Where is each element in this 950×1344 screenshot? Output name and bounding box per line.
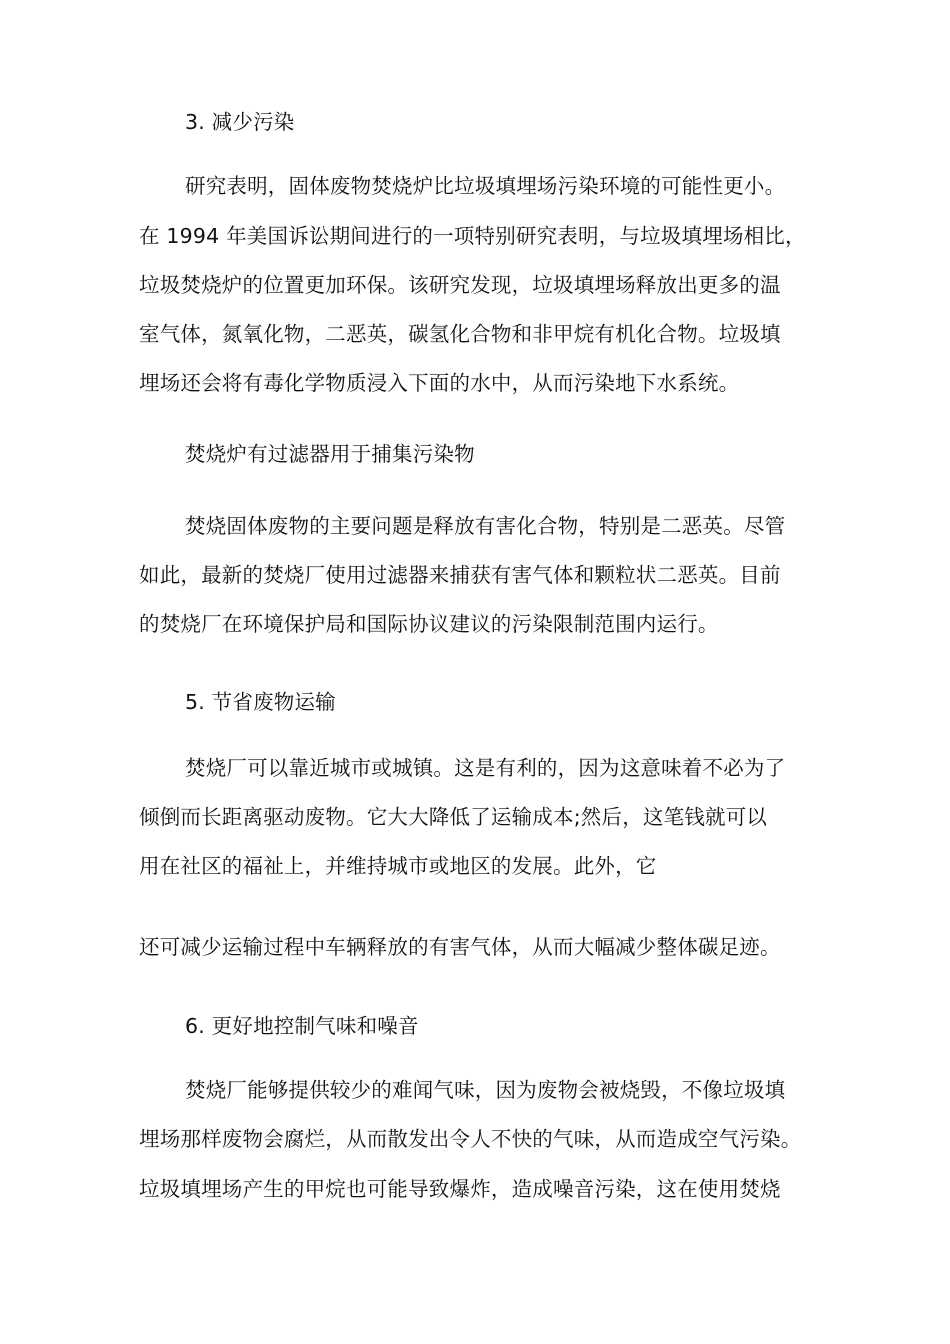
paragraph-line: 如此，最新的焚烧厂使用过滤器来捕获有害气体和颗粒状二恶英。目前	[139, 563, 781, 587]
paragraph-line: 埋场那样废物会腐烂，从而散发出令人不快的气味，从而造成空气污染。	[139, 1127, 802, 1151]
heading-reduce-pollution: 3. 减少污染	[185, 110, 295, 134]
heading-odor-noise: 6. 更好地控制气味和噪音	[185, 1014, 419, 1038]
paragraph-line: 焚烧固体废物的主要问题是释放有害化合物，特别是二恶英。尽管	[185, 514, 786, 538]
subheading-filters: 焚烧炉有过滤器用于捕集污染物	[185, 442, 475, 466]
paragraph-line: 的焚烧厂在环境保护局和国际协议建议的污染限制范围内运行。	[139, 612, 719, 636]
paragraph-line: 焚烧厂能够提供较少的难闻气味，因为废物会被烧毁，不像垃圾填	[185, 1078, 786, 1102]
heading-save-transport: 5. 节省废物运输	[185, 690, 336, 714]
paragraph-line: 垃圾填埋场产生的甲烷也可能导致爆炸，造成噪音污染，这在使用焚烧	[139, 1177, 781, 1201]
paragraph-line: 焚烧厂可以靠近城市或城镇。这是有利的，因为这意味着不必为了	[185, 756, 786, 780]
paragraph-line: 埋场还会将有毒化学物质浸入下面的水中，从而污染地下水系统。	[139, 371, 740, 395]
paragraph-line: 垃圾焚烧炉的位置更加环保。该研究发现，垃圾填埋场释放出更多的温	[139, 273, 781, 297]
paragraph-line: 室气体，氮氧化物，二恶英，碳氢化合物和非甲烷有机化合物。垃圾填	[139, 322, 781, 346]
paragraph-line: 在 1994 年美国诉讼期间进行的一项特别研究表明，与垃圾填埋场相比，	[139, 224, 806, 248]
paragraph-line: 研究表明，固体废物焚烧炉比垃圾填埋场污染环境的可能性更小。	[185, 174, 786, 198]
paragraph-line: 用在社区的福祉上，并维持城市或地区的发展。此外，它	[139, 854, 657, 878]
paragraph-line: 倾倒而长距离驱动废物。它大大降低了运输成本;然后，这笔钱就可以	[139, 805, 768, 829]
paragraph-line: 还可减少运输过程中车辆释放的有害气体，从而大幅减少整体碳足迹。	[139, 935, 781, 959]
